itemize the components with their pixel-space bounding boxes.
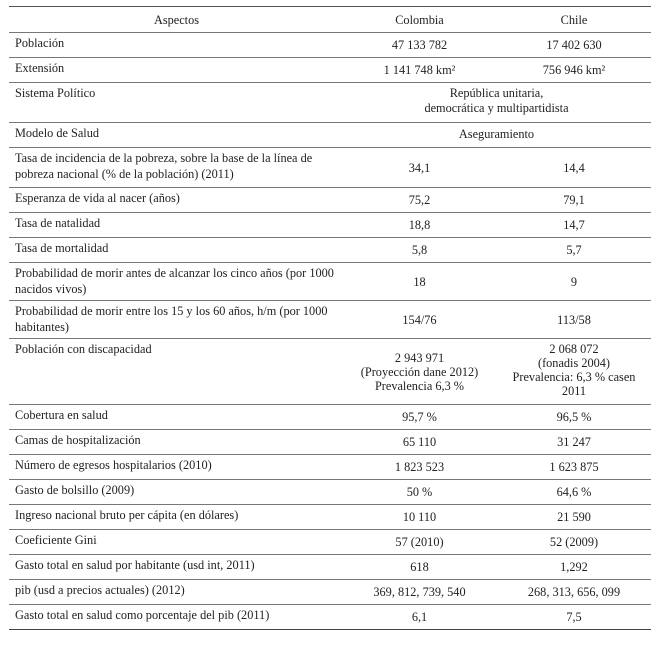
table-row <box>9 148 651 188</box>
table-row <box>9 455 651 480</box>
table-row <box>9 263 651 301</box>
row-label: Probabilidad de morir antes de alcanzar los cinco años (por 1000 nacidos vivos) <box>15 266 334 296</box>
chile-value: 14,4 <box>563 160 585 175</box>
table-row <box>9 238 651 263</box>
colombia-line-2 <box>342 365 497 379</box>
colombia-value: 1 823 523 <box>394 460 445 474</box>
chile-value: 7,5 <box>566 610 582 624</box>
row-label: Camas de hospitalización <box>15 433 141 447</box>
header-aspects: Aspectos <box>153 13 200 27</box>
row-label: pib (usd a precios actuales) (2012) <box>15 583 185 597</box>
table-row <box>9 301 651 339</box>
chile-value: 756 946 km² <box>542 63 606 77</box>
chile-value: 64,6 % <box>556 485 592 499</box>
header-chile: Chile <box>560 12 588 27</box>
row-label: Tasa de natalidad <box>15 216 101 230</box>
table-row <box>9 188 651 213</box>
colombia-value: 75,2 <box>408 193 431 207</box>
row-label: Gasto total en salud como porcentaje del pib (2011) <box>15 608 270 622</box>
colombia-line-2-text: (Proyección dane 2012) <box>360 364 479 379</box>
table-row <box>9 530 651 555</box>
chile-value: 21 590 <box>557 510 591 524</box>
colombia-value: 47 133 782 <box>391 38 448 52</box>
row-label: Población <box>15 36 65 50</box>
table-row <box>9 505 651 530</box>
table-row <box>9 339 651 405</box>
chile-value: 14,7 <box>563 218 585 232</box>
chile-value: 52 (2009) <box>549 535 599 549</box>
row-label: Probabilidad de morir entre los 15 y los 60 años, h/m (por 1000 habitantes) <box>15 304 328 334</box>
row-label: Ingreso nacional bruto per cápita (en dólares) <box>15 508 239 522</box>
row-label: Número de egresos hospitalarios (2010) <box>15 458 212 472</box>
table-header-row <box>9 7 651 33</box>
row-label: Modelo de Salud <box>15 126 100 140</box>
row-label: Gasto total en salud por habitante (usd int, 2011) <box>15 558 255 572</box>
colombia-value: 154/76 <box>402 312 437 327</box>
colombia-value: 65 110 <box>402 435 437 449</box>
colombia-line-1: 2 943 971 <box>394 350 445 365</box>
chile-value: 79,1 <box>563 193 585 207</box>
header-colombia: Colombia <box>395 12 444 27</box>
chile-value: 17 402 630 <box>546 38 602 52</box>
colombia-value: 618 <box>410 560 429 574</box>
table-row <box>9 83 651 123</box>
colombia-value <box>342 339 497 404</box>
colombia-line-3: Prevalencia 6,3 % <box>374 378 465 393</box>
merged-value: Aseguramiento <box>458 127 535 141</box>
table-row <box>9 405 651 430</box>
chile-value: 1,292 <box>560 560 588 574</box>
chile-value: 1 623 875 <box>549 460 599 474</box>
row-label: Esperanza de vida al nacer (años) <box>15 191 180 205</box>
row-label: Gasto de bolsillo (2009) <box>15 483 135 497</box>
merged-value <box>342 83 651 122</box>
table-row <box>9 33 651 58</box>
colombia-value: 369, 812, 739, 540 <box>373 585 466 599</box>
colombia-value: 6,1 <box>411 610 428 624</box>
chile-line-2: (fonadis 2004) <box>537 356 611 370</box>
table-row <box>9 58 651 83</box>
row-label: Población con discapacidad <box>15 342 152 356</box>
chile-line-3: Prevalencia: 6,3 % casen <box>512 370 636 384</box>
chile-value: 96,5 % <box>556 410 592 424</box>
table-row <box>9 580 651 605</box>
row-label: Tasa de mortalidad <box>15 241 109 255</box>
table-row <box>9 555 651 580</box>
table-row <box>9 123 651 148</box>
row-label: Coeficiente Gini <box>15 533 97 547</box>
colombia-value: 10 110 <box>402 510 437 524</box>
table-row <box>9 213 651 238</box>
merged-line-2: democrática y multipartidista <box>424 101 569 115</box>
table-row <box>9 605 651 630</box>
comparison-table <box>9 6 651 630</box>
colombia-value: 50 % <box>406 485 433 499</box>
colombia-value: 1 141 748 km² <box>383 63 456 77</box>
chile-line-4: 2011 <box>561 384 587 398</box>
row-label: Extensión <box>15 61 65 75</box>
colombia-value: 18,8 <box>408 218 431 232</box>
chile-value: 5,7 <box>566 243 582 257</box>
chile-value: 31 247 <box>557 435 591 449</box>
colombia-value: 18 <box>413 274 426 289</box>
chile-line-1: 2 068 072 <box>549 342 599 356</box>
chile-value: 268, 313, 656, 099 <box>527 585 621 599</box>
row-label: Sistema Político <box>15 86 96 100</box>
row-label: Cobertura en salud <box>15 408 108 422</box>
colombia-value: 95,7 % <box>402 410 437 424</box>
chile-value <box>497 339 651 404</box>
table-row <box>9 480 651 505</box>
colombia-value: 34,1 <box>408 160 431 175</box>
chile-value: 9 <box>570 274 578 289</box>
merged-line-1: República unitaria, <box>449 86 544 100</box>
colombia-value: 57 (2010) <box>395 535 444 549</box>
chile-value: 113/58 <box>557 312 591 327</box>
row-label: Tasa de incidencia de la pobreza, sobre la base de la línea de pobreza nacional (% de la población) (2011) <box>15 151 313 181</box>
colombia-value: 5,8 <box>411 243 428 257</box>
table-row <box>9 430 651 455</box>
